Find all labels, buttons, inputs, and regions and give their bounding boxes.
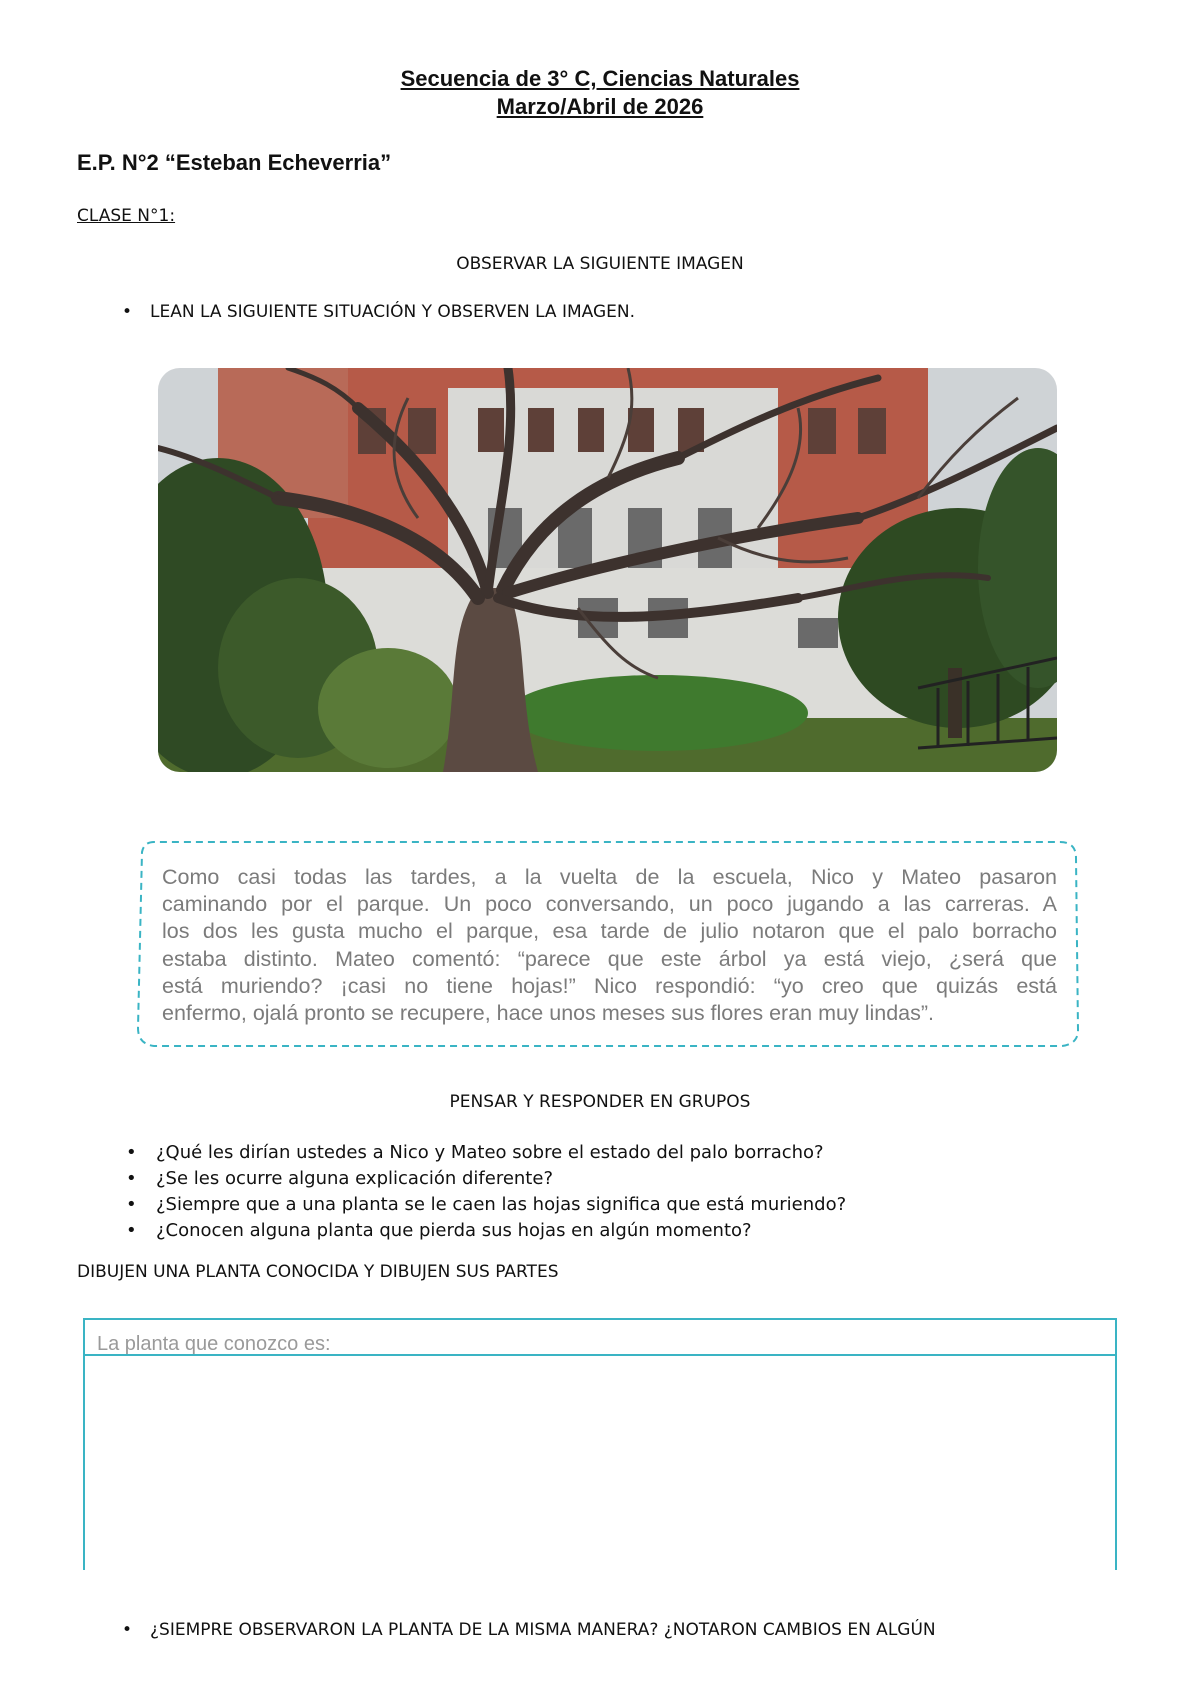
question-text: ¿Conocen alguna planta que pierda sus hojas en algún momento? — [156, 1220, 752, 1241]
story-line: Como casi todas las tardes, a la vuelta de la escuela, Nico y Mateo pasaron — [162, 865, 1057, 889]
bullet: • — [122, 1620, 133, 1640]
list-item — [126, 1192, 847, 1218]
bullet: • — [126, 1220, 137, 1241]
bullet: • — [122, 302, 133, 322]
drawing-box[interactable] — [83, 1318, 1117, 1570]
story-line: está muriendo? ¡casi no tiene hojas!” Nico respondió: “yo creo que quizás está — [162, 973, 1057, 998]
question-text: ¿Siempre que a una planta se le caen las hojas significa que está muriendo? — [156, 1194, 847, 1215]
class-label: CLASE N°1: — [77, 206, 176, 226]
questions-list — [126, 1140, 847, 1244]
school-name: E.P. N°2 “Esteban Echeverria” — [77, 150, 392, 175]
read-instruction: LEAN LA SIGUIENTE SITUACIÓN Y OBSERVEN LA IMAGEN. — [150, 302, 636, 322]
bullet: • — [126, 1168, 137, 1189]
drawing-box-label: La planta que conozco es: — [97, 1333, 331, 1355]
bullet: • — [126, 1194, 137, 1215]
story-line: estaba distinto. Mateo comentó: “parece que este árbol ya está viejo, ¿será que — [162, 946, 1057, 971]
story-box — [132, 838, 1084, 1050]
bullet: • — [126, 1142, 137, 1163]
list-item — [126, 1140, 846, 1166]
story-line: enfermo, ojalá pronto se recupere, hace unos meses sus flores eran muy lindas”. — [162, 1001, 935, 1026]
question-text: ¿Se les ocurre alguna explicación diferente? — [156, 1168, 553, 1189]
story-text — [162, 864, 1057, 1027]
story-line: caminando por el parque. Un poco conversando, un poco jugando a las carreras. A — [162, 892, 1057, 917]
document-date: Marzo/Abril de 2026 — [496, 94, 704, 119]
read-instruction-item — [122, 302, 636, 322]
think-heading: PENSAR Y RESPONDER EN GRUPOS — [449, 1092, 751, 1112]
story-line: los dos les gusta mucho el parque, esa tarde de julio notaron que el palo borracho — [162, 919, 1057, 944]
drawing-box-header — [85, 1320, 1115, 1356]
last-question-item — [122, 1620, 936, 1640]
list-item — [126, 1166, 846, 1192]
question-text: ¿Qué les dirían ustedes a Nico y Mateo sobre el estado del palo borracho? — [156, 1142, 824, 1163]
document-title: Secuencia de 3° C, Ciencias Naturales — [400, 66, 800, 91]
observe-heading: OBSERVAR LA SIGUIENTE IMAGEN — [456, 254, 744, 274]
tree-photo — [158, 368, 1057, 772]
list-item — [126, 1218, 846, 1244]
draw-instruction: DIBUJEN UNA PLANTA CONOCIDA Y DIBUJEN SUS PARTES — [77, 1262, 559, 1282]
last-question: ¿SIEMPRE OBSERVARON LA PLANTA DE LA MISMA MANERA? ¿NOTARON CAMBIOS EN ALGÚN — [150, 1620, 936, 1640]
